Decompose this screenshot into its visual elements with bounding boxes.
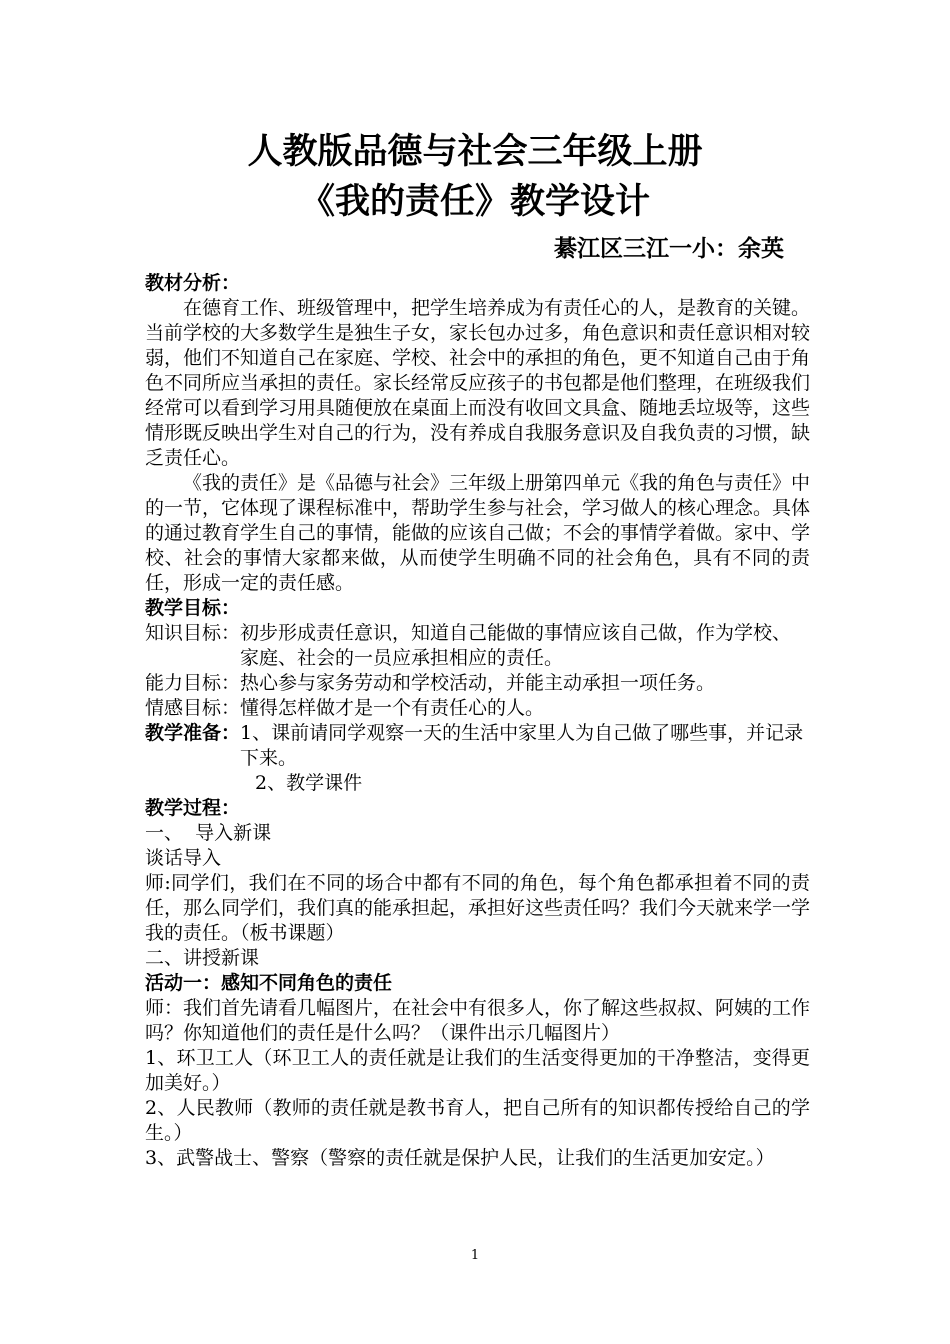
teacher-speech-1: 师:同学们，我们在不同的场合中都有不同的角色，每个角色都承担着不同的责任，那么同学们，我们真的能承担起，承担好这些责任吗？我们今天就来学一学 我的责任。（板书课题） <box>145 872 811 944</box>
document-title-line2: 《我的责任》教学设计 <box>299 182 650 222</box>
process-step-1: 一、 导入新课 <box>145 822 272 844</box>
process-step-2: 二、讲授新课 <box>145 947 260 969</box>
knowledge-goal <box>145 621 810 671</box>
emotion-goal-text: 懂得怎样做才是一个有责任心的人。 <box>240 697 545 719</box>
role-item-2: 2、人民教师（教师的责任就是教书育人，把自己所有的知识都传授给自己的学生。） <box>145 1097 810 1144</box>
role-item-3: 3、武警战士、警察（警察的责任就是保护人民，让我们的生活更加安定。） <box>145 1147 775 1169</box>
teaching-prep-item-1: 1、课前请同学观察一天的生活中家里人为自己做了哪些事，并记录下来。 <box>240 722 804 769</box>
teaching-prep <box>145 721 810 771</box>
document-body <box>145 271 810 1171</box>
emotion-goal <box>145 696 810 721</box>
goals-heading: 教学目标： <box>145 597 241 619</box>
page-number: 1 <box>470 1248 480 1263</box>
activity-1-heading: 活动一：感知不同角色的责任 <box>145 972 393 994</box>
ability-goal <box>145 671 810 696</box>
knowledge-goal-text: 初步形成责任意识，知道自己能做的事情应该自己做，作为学校、家庭、社会的一员应承担相应的责任。 <box>240 622 792 669</box>
knowledge-goal-label: 知识目标： <box>145 622 241 644</box>
teaching-prep-label: 教学准备： <box>145 722 241 744</box>
analysis-paragraph-2: 《我的责任》是《品德与社会》三年级上册第四单元《我的角色与责任》中的一节，它体现了课程标准中，帮助学生参与社会，学习做人的核心理念。具体的通过教育学生自己的事情，能做的应该自己做；不会的事情学着做。家中、学校、社会的事情大家都来做，从而使学生明确不同的社会角色，具有不同的责任，形成一定的责任感。 <box>145 472 811 594</box>
author-line: 綦江区三江一小：余英 <box>554 236 784 262</box>
ability-goal-text: 热心参与家务劳动和学校活动，并能主动承担一项任务。 <box>240 672 716 694</box>
teacher-speech-2: 师：我们首先请看几幅图片，在社会中有很多人，你了解这些叔叔、阿姨的工作吗？你知道他们的责任是什么吗？（课件出示几幅图片） <box>145 997 811 1044</box>
process-intro: 谈话导入 <box>145 847 222 869</box>
analysis-heading: 教材分析： <box>145 272 241 294</box>
process-heading: 教学过程： <box>145 797 241 819</box>
teaching-prep-item-2: 2、教学课件 <box>255 772 363 794</box>
ability-goal-label: 能力目标： <box>145 672 241 694</box>
emotion-goal-label: 情感目标： <box>145 697 241 719</box>
analysis-paragraph-1: 在德育工作、班级管理中，把学生培养成为有责任心的人，是教育的关键。当前学校的大多数学生是独生子女，家长包办过多，角色意识和责任意识相对较弱，他们不知道自己在家庭、学校、社会中的承担的角色，更不知道自己由于角色不同所应当承担的责任。家长经常反应孩子的书包都是他们整理，在班级我们经常可以看到学习用具随便放在桌面上而没有收回文具盒、随地丢垃圾等，这些情形既反映出学生对自己的行为，没有养成自我服务意识及自我负责的习惯，缺乏责任心。 <box>145 297 811 469</box>
document-title-line1: 人教版品德与社会三年级上册 <box>247 132 703 172</box>
role-item-1: 1、环卫工人（环卫工人的责任就是让我们的生活变得更加的干净整洁，变得更加美好。） <box>145 1047 810 1094</box>
